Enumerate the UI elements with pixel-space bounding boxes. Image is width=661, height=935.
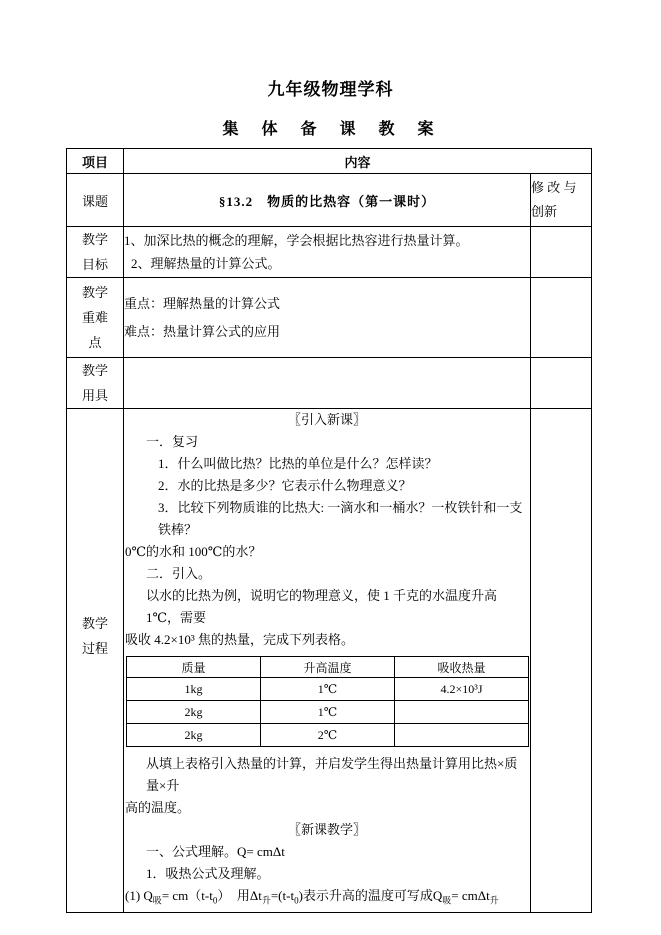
tools-label: 教学 用具	[67, 358, 124, 409]
lead-in-text-2: 吸收 4.2×10³ 焦的热量，完成下列表格。	[125, 632, 354, 647]
lesson-plan-table	[66, 148, 592, 913]
note-cell-empty	[531, 278, 592, 358]
key-point: 重点：理解热量的计算公式	[124, 295, 281, 311]
table-followup-2: 高的温度。	[125, 800, 191, 815]
tools-row	[67, 358, 592, 409]
section-intro-heading: 〖引入新课〗	[287, 412, 366, 427]
document-subtitle: 集 体 备 课 教 案	[222, 121, 439, 138]
review-question-1: 1．什么叫做比热？比热的单位是什么？怎样读？	[158, 456, 438, 471]
note-cell-empty	[531, 358, 592, 409]
heat-col-temp-rise: 升高温度	[261, 657, 395, 678]
process-content	[124, 409, 531, 913]
absorb-formula-heading: 1．吸热公式及理解。	[146, 866, 270, 881]
heat-table-row: 2kg 1℃	[127, 701, 529, 724]
heat-col-heat-absorb: 吸收热量	[395, 657, 529, 678]
keypoints-label: 教学 重难 点	[67, 278, 124, 358]
column-header-content: 内容	[124, 149, 592, 174]
objectives-content	[124, 227, 531, 278]
objectives-row	[67, 227, 592, 278]
lead-in-text-1: 以水的比热为例，说明它的物理意义，使 1 千克的水温度升高 1℃，需要	[146, 588, 498, 625]
column-header-item: 项目	[67, 149, 124, 174]
objectives-label: 教学 目标	[67, 227, 124, 278]
objective-1: 1、加深比热的概念的理解，学会根据比热容进行热量计算。	[124, 233, 469, 248]
lead-in-heading: 二．引入。	[146, 566, 212, 581]
topic-title: §13.2 物质的比热容（第一课时）	[124, 174, 531, 227]
note-cell-empty	[531, 409, 592, 913]
process-label: 教学 过程	[67, 409, 124, 913]
review-question-2: 2．水的比热是多少？它表示什么物理意义？	[158, 478, 412, 493]
table-followup-1: 从填上表格引入热量的计算，并启发学生得出热量计算用比热×质量×升	[146, 756, 518, 793]
note-cell-empty	[531, 227, 592, 278]
difficult-point: 难点：热量计算公式的应用	[124, 323, 281, 339]
heat-table-row: 2kg 2℃	[127, 724, 529, 747]
tools-content-empty	[124, 358, 531, 409]
review-question-3-wrap: 0℃的水和 100℃的水？	[125, 544, 262, 559]
note-header-cell	[531, 174, 592, 227]
topic-row	[67, 174, 592, 227]
review-heading: 一．复习	[146, 434, 199, 449]
document-title: 九年级物理学科	[267, 80, 394, 99]
note-line-1: 修 改 与	[531, 180, 577, 195]
heat-example-table	[126, 656, 529, 747]
topic-label: 课题	[67, 174, 124, 227]
formula-heading: 一、公式理解。Q= cmΔt	[146, 844, 285, 859]
heat-col-mass: 质量	[127, 657, 261, 678]
section-new-lesson-heading: 〖新课教学〗	[287, 822, 366, 837]
keypoints-row	[67, 278, 592, 358]
note-line-2: 创新	[531, 204, 558, 219]
absorb-formula-line: (1) $Q_吸= cm(t-t_0)$ 用$\Delta t_升=(t-t_0)$表示升高的温度可写成$Q_吸= cm\Delta t_升$	[125, 888, 499, 906]
header-row	[67, 149, 592, 174]
process-row	[67, 409, 592, 913]
review-question-3: 3．比较下列物质谁的比热大: 一滴水和一桶水？一枚铁针和一支铁棒？	[158, 500, 523, 537]
heat-table-row: 1kg 1℃ 4.2×10³J	[127, 678, 529, 701]
heat-table-header-row	[127, 657, 529, 678]
keypoints-content	[124, 278, 531, 358]
objective-2: 2、理解热量的计算公式。	[131, 256, 281, 271]
